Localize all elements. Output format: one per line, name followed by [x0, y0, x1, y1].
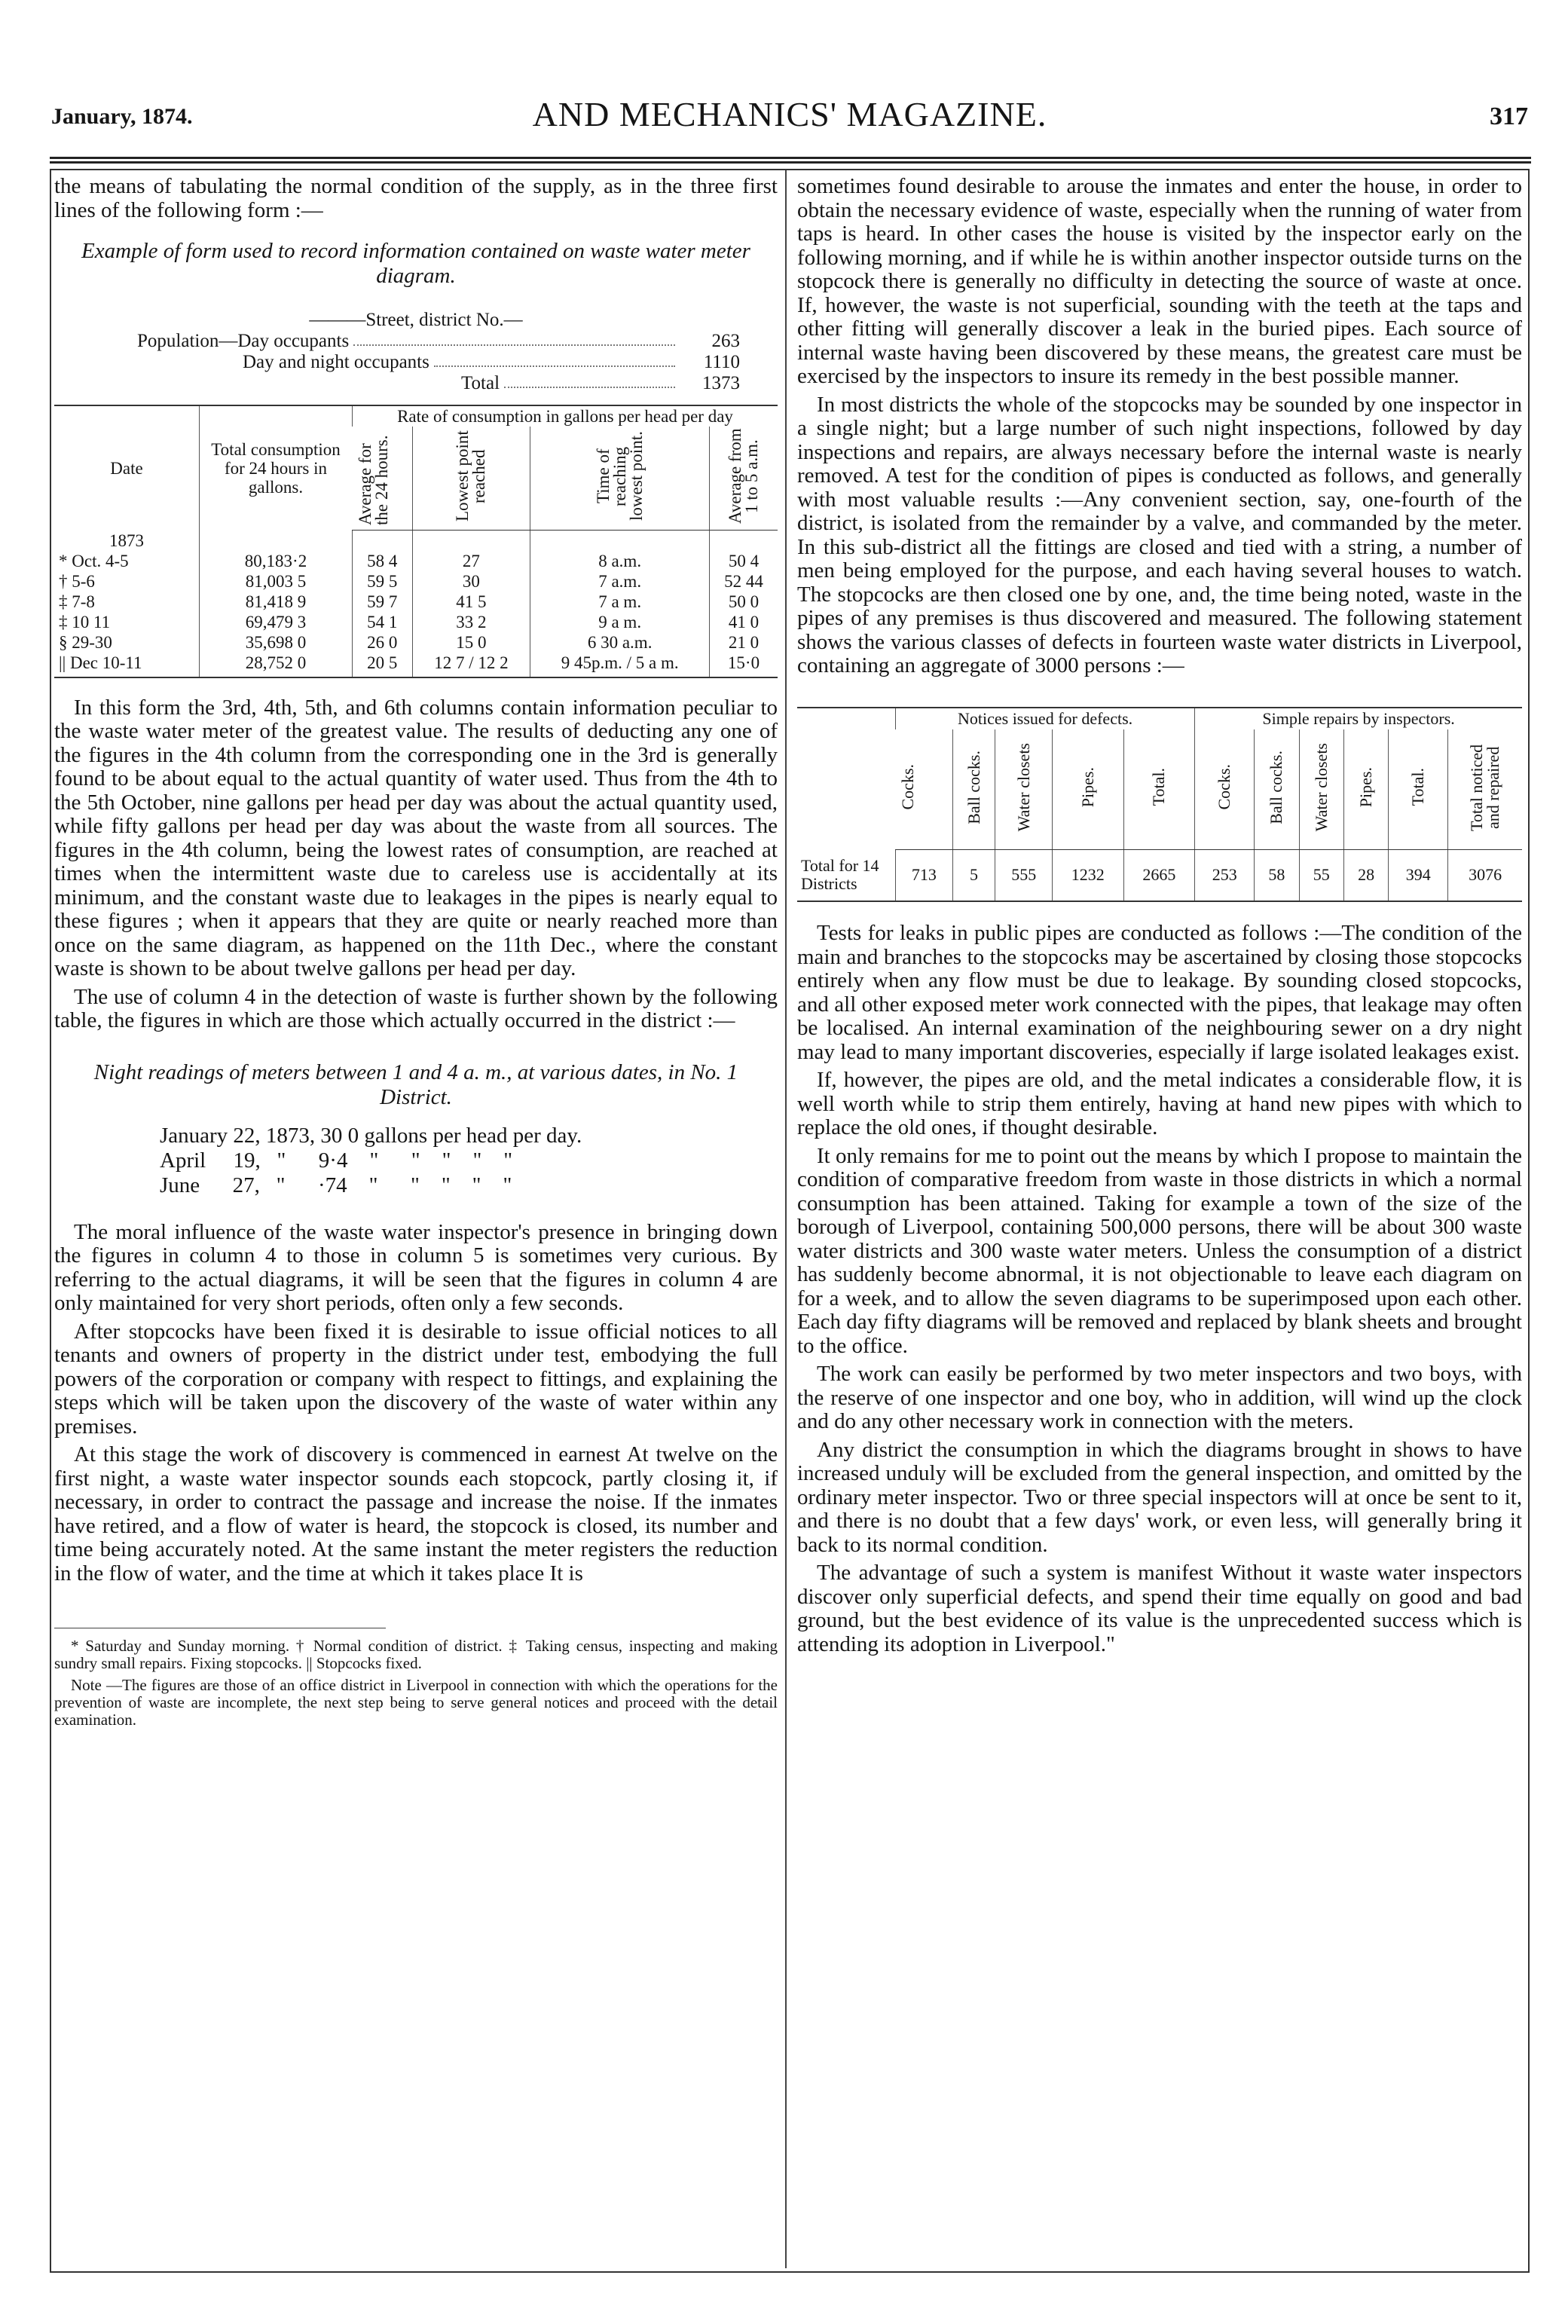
- col-water-closets: Water closets: [1311, 742, 1331, 832]
- col-average: Average for the 24 hours.: [355, 435, 391, 525]
- left-column: [54, 175, 778, 2262]
- paragraph-column-4: The use of column 4 in the detection of waste is further shown by the following table, the figures in which are those which actually occurred in the district :—: [54, 984, 778, 1032]
- header-date: January, 1874.: [51, 104, 193, 129]
- consumption-table: [54, 405, 778, 678]
- paragraph-stopcocks: In most districts the whole of the stopcocks may be sounded by one inspector in a single night; but a large number of such night inspections, followed by day inspections and repairs, are always necessary before the internal waste is nearly removed. A test for the condition of pipes is conducted as follows, and generally with most valuable results :—Any convenient section, say, one-fourth of the district, is isolated from the remainder by a valve, and commanded by the meter. In this sub-district all the fittings are closed and tied with a string, a number of men being employed for the purpose, and each having several houses to watch. The stopcocks are then closed one by one, and, the time being noted, waste in the pipes of any premises is thus discovered and measured. The following statement shows the various classes of defects in fourteen waste water districts in Liverpool, containing an aggregate of 3000 persons :—: [797, 392, 1522, 677]
- paragraph-inmates: sometimes found desirable to arouse the inmates and enter the house, in order to obtain the necessary evidence of waste, especially when the running of water from taps is heard. In other cases the house is visited by the inspector early on the following morning, and if while he is within another inspector outside turns on the stopcock there is generally no difficulty in detecting the source of waste at once. If, however, the waste is not superficial, sounding with the teeth at the taps and other fitting will generally discover a leak in the buried pipes. Each source of internal waste having been discovered by these means, the greatest care must be exercised by the inspectors to insure its remedy in the best possible manner.: [797, 175, 1522, 388]
- col-date: Date: [54, 405, 200, 531]
- paragraph-old-pipes: If, however, the pipes are old, and the metal indicates a considerable flow, it is well worth while to strip them entirely, having at hand new pipes with which to replace the old ones, if thought desirable.: [797, 1068, 1522, 1139]
- paragraph-moral-influence: The moral influence of the waste water inspector's presence in bringing down the figures in column 4 to those in column 5 is sometimes very curious. By referring to the actual diagrams, it will be seen that the figures in column 4 are only maintained for very short periods, often only a few seconds.: [54, 1219, 778, 1315]
- col-cocks: Cocks.: [1215, 764, 1234, 810]
- rate-group-header: Rate of consumption in gallons per head per day: [353, 405, 778, 427]
- row-label: Total for 14 Districts: [797, 849, 896, 901]
- paragraph-advantage: The advantage of such a system is manifest Without it waste water inspectors discover only superficial defects, and spend their time equally on good and bad ground, but the best evidence of its value is the unprecedented success which is attending its adoption in Liverpool.": [797, 1561, 1522, 1656]
- col-water-closets: Water closets: [1013, 742, 1033, 832]
- paragraph-public-pipes: Tests for leaks in public pipes are conducted as follows :—The condition of the main and branches to the stopcocks may be ascertained by closing those stopcocks entirely when any flow must be due to leakage. By sounding closed stopcocks, and all other exposed meter work connected with the pipes, that leakage may often be localised. An internal examination of the neighbouring sewer on a dry night may lead to many important discoveries, especially if large isolated leakages exist.: [797, 921, 1522, 1064]
- col-total: Total consumption for 24 hours in gallons.: [200, 405, 353, 531]
- running-header: [51, 89, 1528, 134]
- reading-line: April 19, " 9·4 " " " " ": [160, 1148, 513, 1173]
- paragraph-discovery: At this stage the work of discovery is commenced in earnest At twelve on the first night, a waste water inspector sounds each stopcock, partly closing it, if necessary, in order to contract the passage and increase the noise. If the inmates have retired, and a flow of water is heard, the stopcock is closed, its number and time being accurately noted. At the same instant the meter registers the reduction in the flow of water, and the time at which it takes place It is: [54, 1442, 778, 1586]
- col-time: Time of reaching lowest point.: [593, 431, 646, 521]
- column-divider: [785, 170, 787, 2268]
- col-total: Total.: [1149, 768, 1169, 806]
- defects-table: [797, 707, 1522, 903]
- readings-caption: Night readings of meters between 1 and 4 a. m., at various dates, in No. 1 District.: [93, 1060, 738, 1109]
- col-total: Total.: [1408, 768, 1428, 806]
- night-occupants-row: Day and night occupants 1110: [243, 352, 740, 372]
- footnote-marks: * Saturday and Sunday morning. † Normal condition of district. ‡ Taking census, inspecting and making sundry small repairs. Fixing stopcocks. || Stopcocks fixed.: [54, 1637, 778, 1672]
- reading-line: January 22, 1873, 30 0 gallons per head per day.: [160, 1123, 582, 1148]
- header-rule: [50, 157, 1531, 159]
- col-lowest: Lowest point reached: [453, 430, 489, 522]
- reading-line: June 27, " ·74 " " " " ": [160, 1173, 512, 1197]
- table-row: || Dec 10-11 28,752 0 20 5 12 7 / 12 2 9 45p.m. / 5 a m. 15·0: [54, 653, 778, 677]
- table-row: * Oct. 4-5 80,183·2 58 4 27 8 a.m. 50 4: [54, 551, 778, 571]
- table-row: † 5-6 81,003 5 59 5 30 7 a.m. 52 44: [54, 571, 778, 592]
- header-title: AND MECHANICS' MAGAZINE.: [532, 95, 1047, 133]
- street-line: ———Street, district No.—: [309, 310, 523, 330]
- year-label: 1873: [109, 531, 144, 550]
- paragraph-notices: After stopcocks have been fixed it is desirable to issue official notices to all tenants and owners of property in the district under test, embodying the full powers of the corporation or company with respect to fittings, and explaining the steps which will be taken upon the discovery of the waste of water within any premises.: [54, 1319, 778, 1439]
- col-cocks: Cocks.: [897, 764, 917, 810]
- paragraph-special-inspectors: Any district the consumption in which the diagrams brought in shows to have increased unduly will be excluded from the general inspection, and omitted by the ordinary meter inspector. Two or three special inspectors will at once be sent to it, and there is no doubt that a few days' work, or even less, will generally bring it back to its normal condition.: [797, 1437, 1522, 1557]
- col-avg-1-5: Average from 1 to 5 a.m.: [726, 428, 761, 524]
- paragraph-maintenance: It only remains for me to point out the means by which I propose to maintain the condition of comparative freedom from waste in those districts in which a normal consumption has been attained. Taking for example a town of the size of the borough of Liverpool, containing 500,000 persons, there will be about 300 waste water districts and 300 waste water meters. Unless the consumption of a district has suddenly become abnormal, it is not objectionable to leave each diagram on for a week, and to allow the seven diagrams to be superimposed upon each other. Each day fifty diagrams will be removed and replaced by blank sheets and brought to the office.: [797, 1143, 1522, 1358]
- col-ball-cocks: Ball cocks.: [964, 750, 983, 824]
- table-row: Total for 14 Districts 713 5 555 1232 2665 253 58 55 28 394 3076: [797, 849, 1522, 901]
- table-row: § 29-30 35,698 0 26 0 15 0 6 30 a.m. 21 0: [54, 632, 778, 653]
- paragraph-columns: In this form the 3rd, 4th, 5th, and 6th columns contain information peculiar to the waste water meter of the greatest value. The results of deducting any one of the figures in the 4th column from the corresponding one in the 3rd is generally found to be about equal to the actual quantity of water used. Thus from the 4th to the 5th October, nine gallons per head per day was about the actual quantity used, while fifty gallons per head per day was about the waste from all sources. The figures in the 4th column, being the lowest rates of consumption, are reached at times when the intermittent waste due to careless use is accidentally at its minimum, and the constant waste due to leakages in the pipes is nearly equal to these figures ; when it appears that they are quite or nearly reached more than once on the same diagram, as happened on the 11th Dec., where the constant waste is shown to be about twelve gallons per head per day.: [54, 695, 778, 980]
- notices-group-header: Notices issued for defects.: [896, 708, 1195, 729]
- table-row: ‡ 7-8 81,418 9 59 7 41 5 7 a m. 50 0: [54, 592, 778, 612]
- col-pipes: Pipes.: [1356, 766, 1376, 808]
- form-caption: Example of form used to record information contained on waste water meter diagram.: [81, 239, 750, 288]
- col-pipes: Pipes.: [1077, 766, 1097, 808]
- right-column: [797, 175, 1522, 2262]
- repairs-group-header: Simple repairs by inspectors.: [1195, 708, 1522, 729]
- total-row: Total 1373: [461, 373, 740, 393]
- night-readings: [160, 1124, 778, 1198]
- page-number: 317: [1490, 102, 1528, 130]
- col-ball-cocks: Ball cocks.: [1267, 750, 1286, 824]
- footnote-note: Note —The figures are those of an office district in Liverpool in connection with which the operations for the prevention of waste are incomplete, the next step being to serve general notices and proceed with the detail examination.: [54, 1676, 778, 1729]
- intro-paragraph: the means of tabulating the normal condition of the supply, as in the three first lines of the following form :—: [54, 175, 778, 222]
- header-rule-thin: [50, 161, 1531, 164]
- paragraph-meter-inspectors: The work can easily be performed by two meter inspectors and two boys, with the reserve of one inspector and one boy, who in addition, will wind up the clock and do any other necessary work in connection with the meters.: [797, 1362, 1522, 1433]
- day-occupants-row: Population—Day occupants 263: [137, 331, 740, 351]
- table-row: ‡ 10 11 69,479 3 54 1 33 2 9 a m. 41 0: [54, 612, 778, 632]
- census-sheet: [54, 310, 778, 394]
- col-grand-total: Total noticed and repaired: [1467, 743, 1503, 831]
